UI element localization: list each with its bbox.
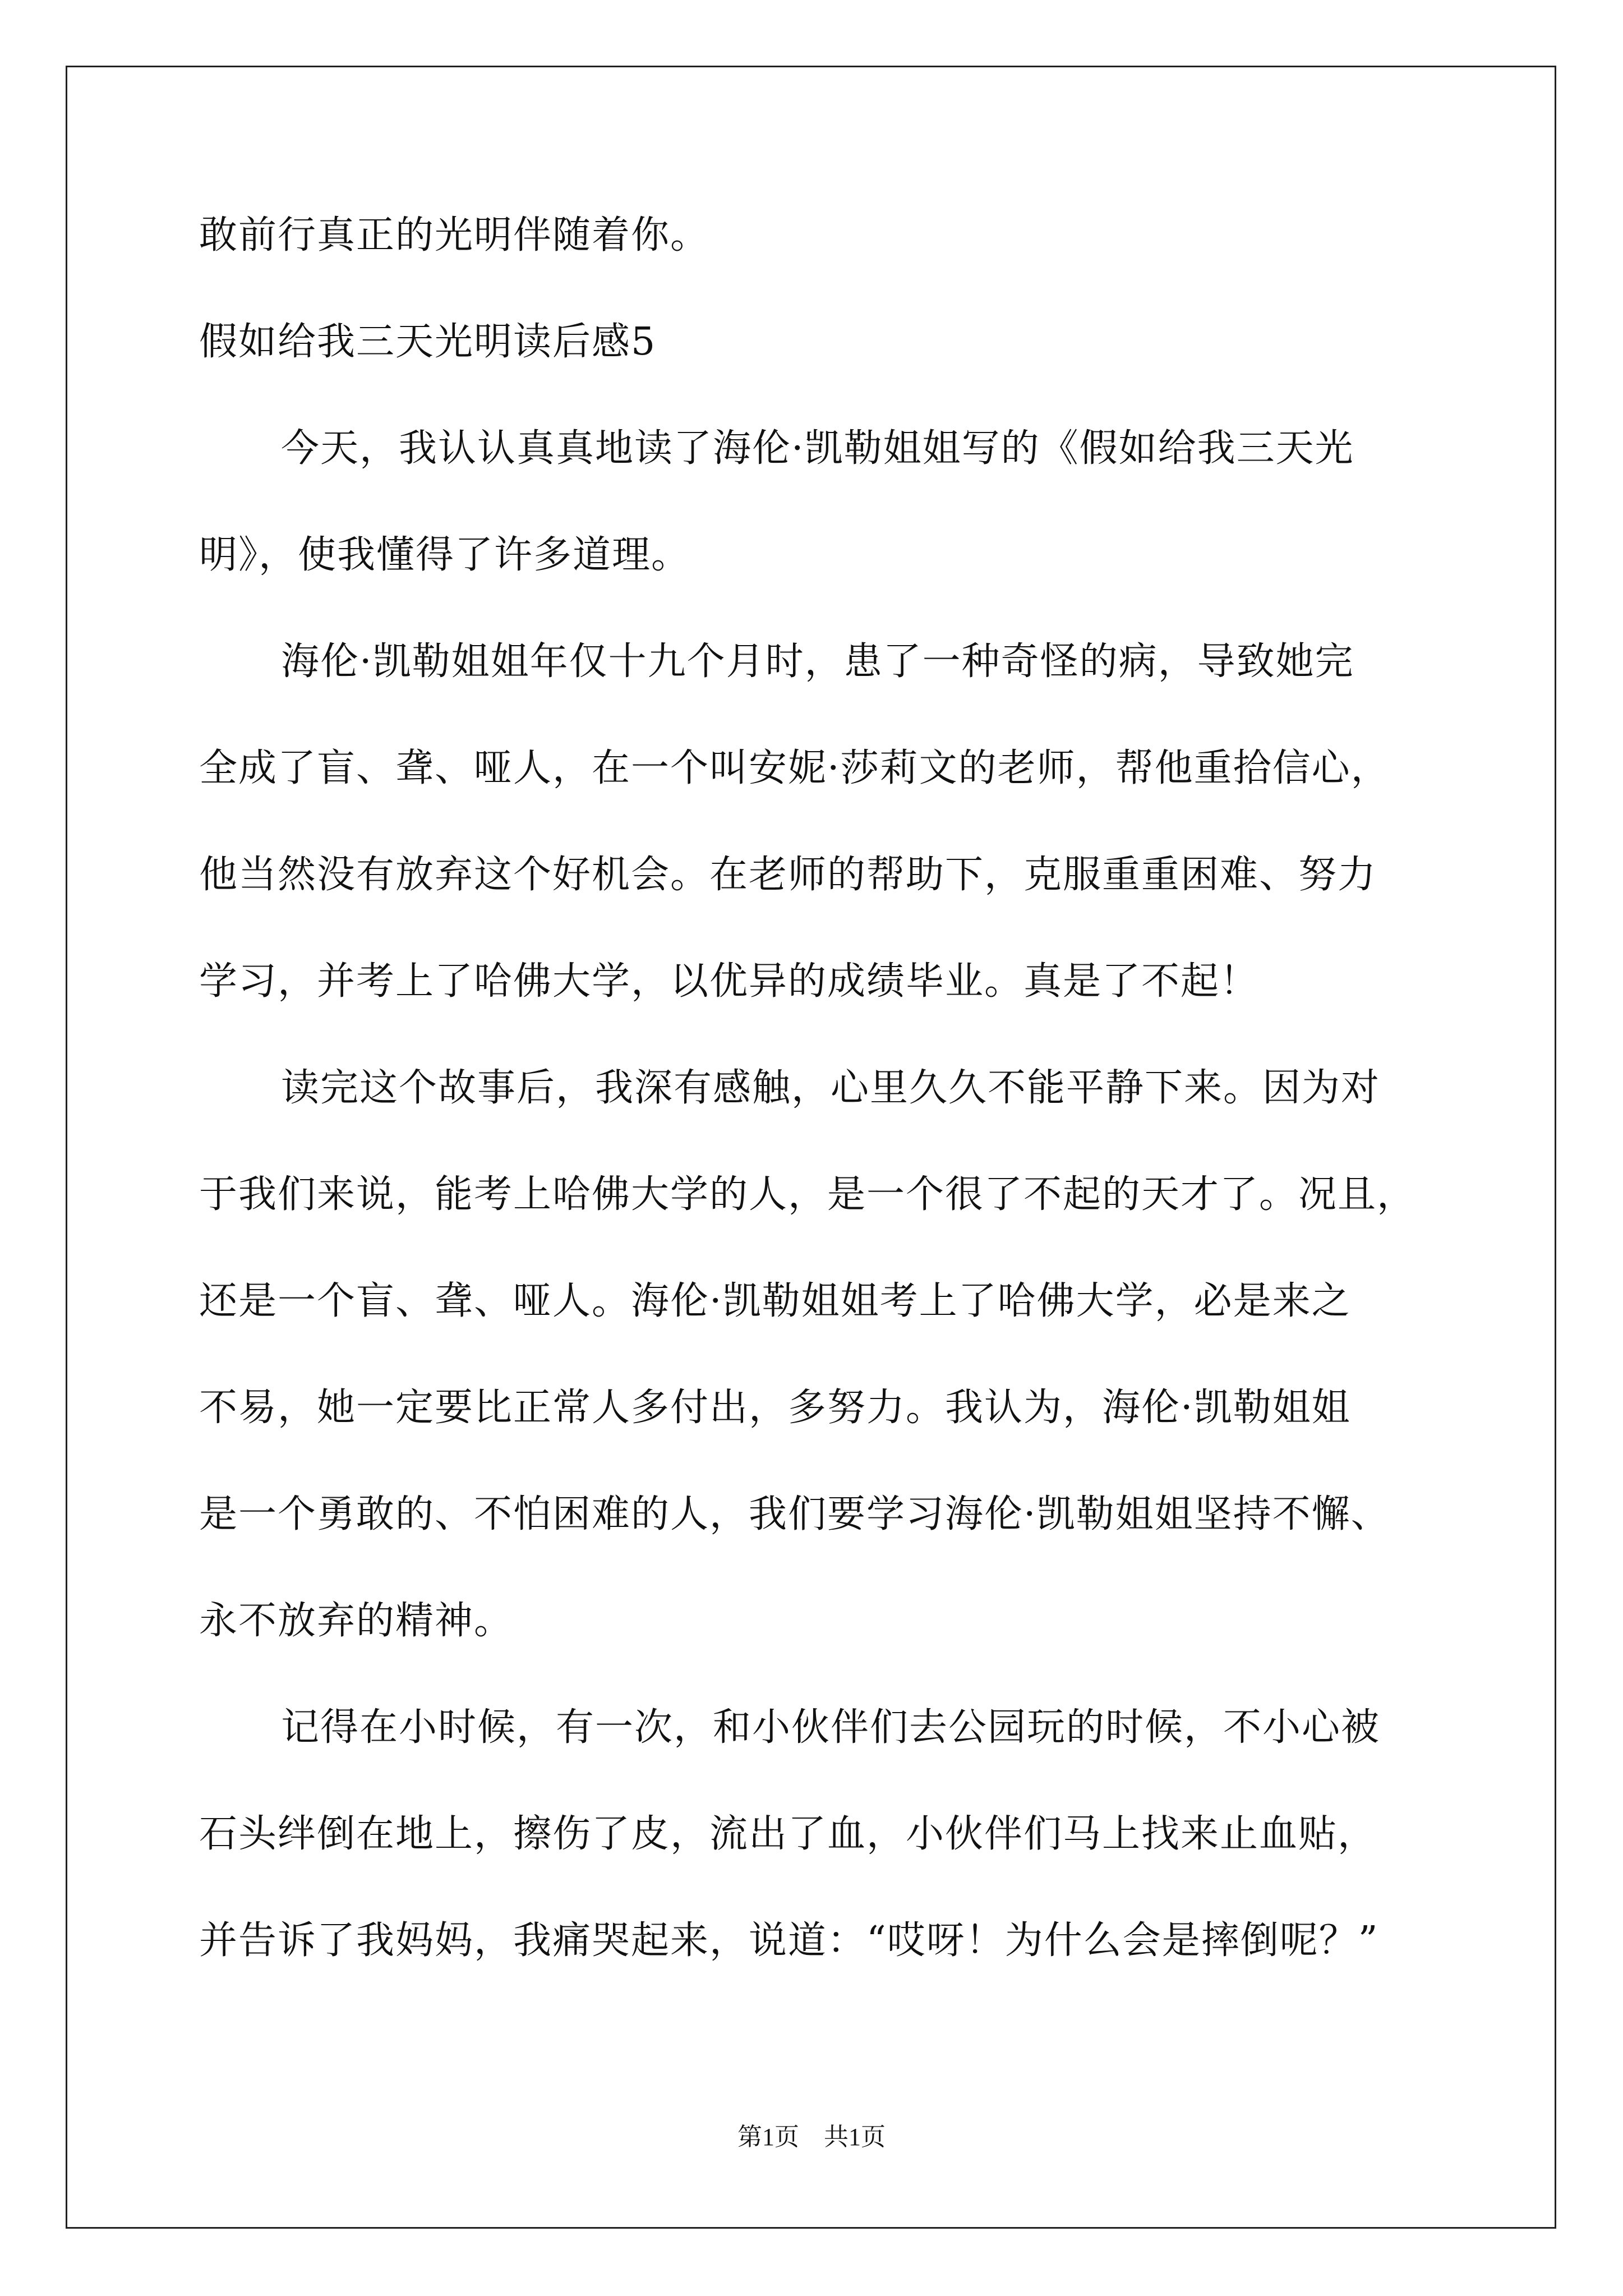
page-border: [66, 66, 1556, 2229]
paragraph-line: 读完这个故事后，我深有感触，心里久久不能平静下来。因为对: [281, 1066, 1381, 1110]
paragraph-line: 永不放弃的精神。: [199, 1599, 514, 1643]
section-title: 假如给我三天光明读后感5: [199, 320, 657, 364]
paragraph-line: 今天，我认认真真地读了海伦·凯勒姐姐写的《假如给我三天光: [281, 426, 1354, 471]
paragraph-line: 并告诉了我妈妈，我痛哭起来，说道：“哎呀！为什么会是摔倒呢？”: [199, 1918, 1379, 1963]
paragraph-line: 海伦·凯勒姐姐年仅十九个月时，患了一种奇怪的病，导致她完: [281, 639, 1354, 684]
paragraph-line: 还是一个盲、聋、哑人。海伦·凯勒姐姐考上了哈佛大学，必是来之: [199, 1279, 1351, 1323]
page-footer: 第1页 共1页: [737, 2123, 886, 2151]
paragraph-line: 他当然没有放弃这个好机会。在老师的帮助下，克服重重困难、努力: [199, 853, 1377, 897]
paragraph-line: 于我们来说，能考上哈佛大学的人，是一个很了不起的天才了。况且，: [199, 1172, 1417, 1217]
paragraph-line: 学习，并考上了哈佛大学，以优异的成绩毕业。真是了不起！: [199, 959, 1260, 1004]
paragraph-line: 不易，她一定要比正常人多付出，多努力。我认为，海伦·凯勒姐姐: [199, 1386, 1351, 1430]
paragraph-line: 是一个勇敢的、不怕困难的人，我们要学习海伦·凯勒姐姐坚持不懈、: [199, 1492, 1390, 1536]
paragraph-line: 记得在小时候，有一次，和小伙伴们去公园玩的时候，不小心被: [281, 1705, 1381, 1750]
paragraph-line: 石头绊倒在地上，擦伤了皮，流出了血，小伙伴们马上找来止血贴，: [199, 1812, 1377, 1856]
paragraph-line: 明》，使我懂得了许多道理。: [199, 533, 691, 577]
text-line: 敢前行真正的光明伴随着你。: [199, 213, 710, 257]
paragraph-line: 全成了盲、聋、哑人，在一个叫安妮·莎莉文的老师，帮他重拾信心，: [199, 746, 1390, 790]
